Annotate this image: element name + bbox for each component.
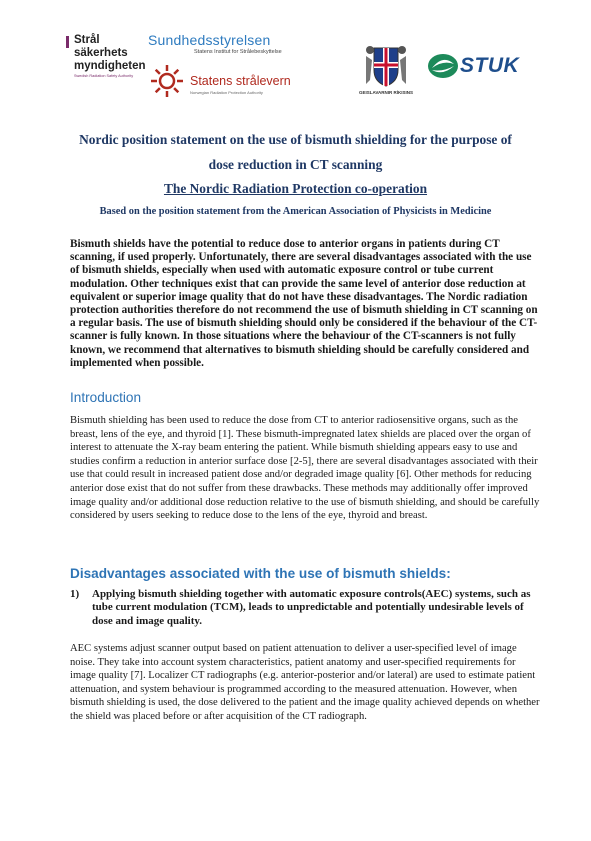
document-subtitle: The Nordic Radiation Protection co-operation: [163, 181, 428, 196]
ssm-line-1: Strål: [74, 34, 100, 46]
sundhedsstyrelsen-name: Sundhedsstyrelsen: [148, 32, 271, 48]
ssm-line-3: myndigheten: [74, 60, 146, 72]
ssm-mark: [66, 36, 69, 48]
summary-text: Bismuth shields have the potential to reduce dose to anterior organs in patients during CT scanning, if used properly. Unfortunately, there are several disadvantages associated with the use of bismuth shields, especially when used with automatic exposure control or tube current modulation. Other techniques exist that can provide the same level of anterior dose reduction at equivalent or superior image quality that do not have these disadvantages. The Nordic radiation protection authorities therefore do not recommend the use of bismuth shielding in CT scanning on a regular basis. The use of bismuth shielding should only be considered if the behaviour of the CT-scanner is fully known. In those situations where the behaviour of the CT-scanners is not fully known, we recommend that alternatives to bismuth shielding should be carefully considered and implemented when possible.: [70, 238, 538, 369]
based-on-note: Based on the position statement from the American Association of Physicists in Medicine: [99, 206, 492, 217]
stuk-logo: [426, 52, 526, 82]
document-title-line-2: dose reduction in CT scanning: [208, 157, 383, 172]
disadvantage-item-1: [70, 588, 540, 628]
geislavarnir-caption: GEISLAVARNIR RÍKISINS: [358, 90, 414, 95]
document-title-line-1: Nordic position statement on the use of bismuth shielding for the purpose of: [79, 132, 512, 147]
coat-of-arms-icon: [364, 40, 408, 90]
aec-paragraph: AEC systems adjust scanner output based on patient attenuation to deliver a user-specified level of image noise. They take into account system characteristics, patient anatomy and user-specified requirements for image quality [7]. Localizer CT radiographs (e.g. anterior-posterior and/or lateral) are used to estimate patient attenuation, and system behaviour is programmed according to the measured attenuation. However, when bismuth shielding is used, the dose delivered to the patient and the image quality achieved depends on whether the shield was placed before or after acquisition of the CT radiograph.: [70, 643, 540, 722]
nrpa-logo: [150, 64, 310, 98]
nrpa-sun-icon: [150, 64, 184, 98]
item-number: 1): [70, 588, 80, 600]
ssm-tagline: Swedish Radiation Safety Authority: [74, 74, 134, 78]
item-text: Applying bismuth shielding together with automatic exposure controls(AEC) systems, such as tube current modulation (TCM), leads to unpredictable and potentially undesirable levels of dose and image quality.: [92, 588, 531, 627]
nrpa-sub: Norwegian Radiation Protection Authority: [190, 90, 263, 95]
nrpa-name: Statens strålevern: [190, 74, 291, 88]
disadvantages-heading: Disadvantages associated with the use of bismuth shields:: [70, 566, 451, 581]
ssm-logo: [66, 34, 146, 78]
summary-paragraph: [70, 238, 542, 370]
logo-row: [66, 30, 526, 100]
sundhedsstyrelsen-logo: [148, 32, 348, 55]
introduction-body: Bismuth shielding has been used to reduce the dose from CT to anterior radiosensitive organs, such as the breast, lens of the eye, and thyroid [1]. These bismuth-impregnated latex shields are placed over the organ of interest to attenuate the X-ray beam entering the patient. While bismuth shielding appears easy to use and studies confirm a reduction in anterior surface dose [2-5], there are several disadvantages associated with their use that could result in increased patient dose and/or degraded image quality [6]. Other methods for reducing anterior dose exist that do not suffer from these drawbacks. These methods may additionally offer improved image quality and/or additional dose reduction relative to the use of bismuth shielding, and should be carefully considered by users seeking to reduce dose to the lens of the eye, thyroid and breast.: [70, 415, 540, 522]
stuk-mark-icon: [426, 52, 460, 80]
geislavarnir-logo: [358, 40, 414, 96]
introduction-heading: Introduction: [70, 390, 142, 405]
stuk-name: STUK: [460, 54, 520, 77]
ssm-line-2: säkerhets: [74, 47, 128, 59]
sundhedsstyrelsen-sub: Statens Institut for Strålebeskyttelse: [194, 49, 282, 55]
